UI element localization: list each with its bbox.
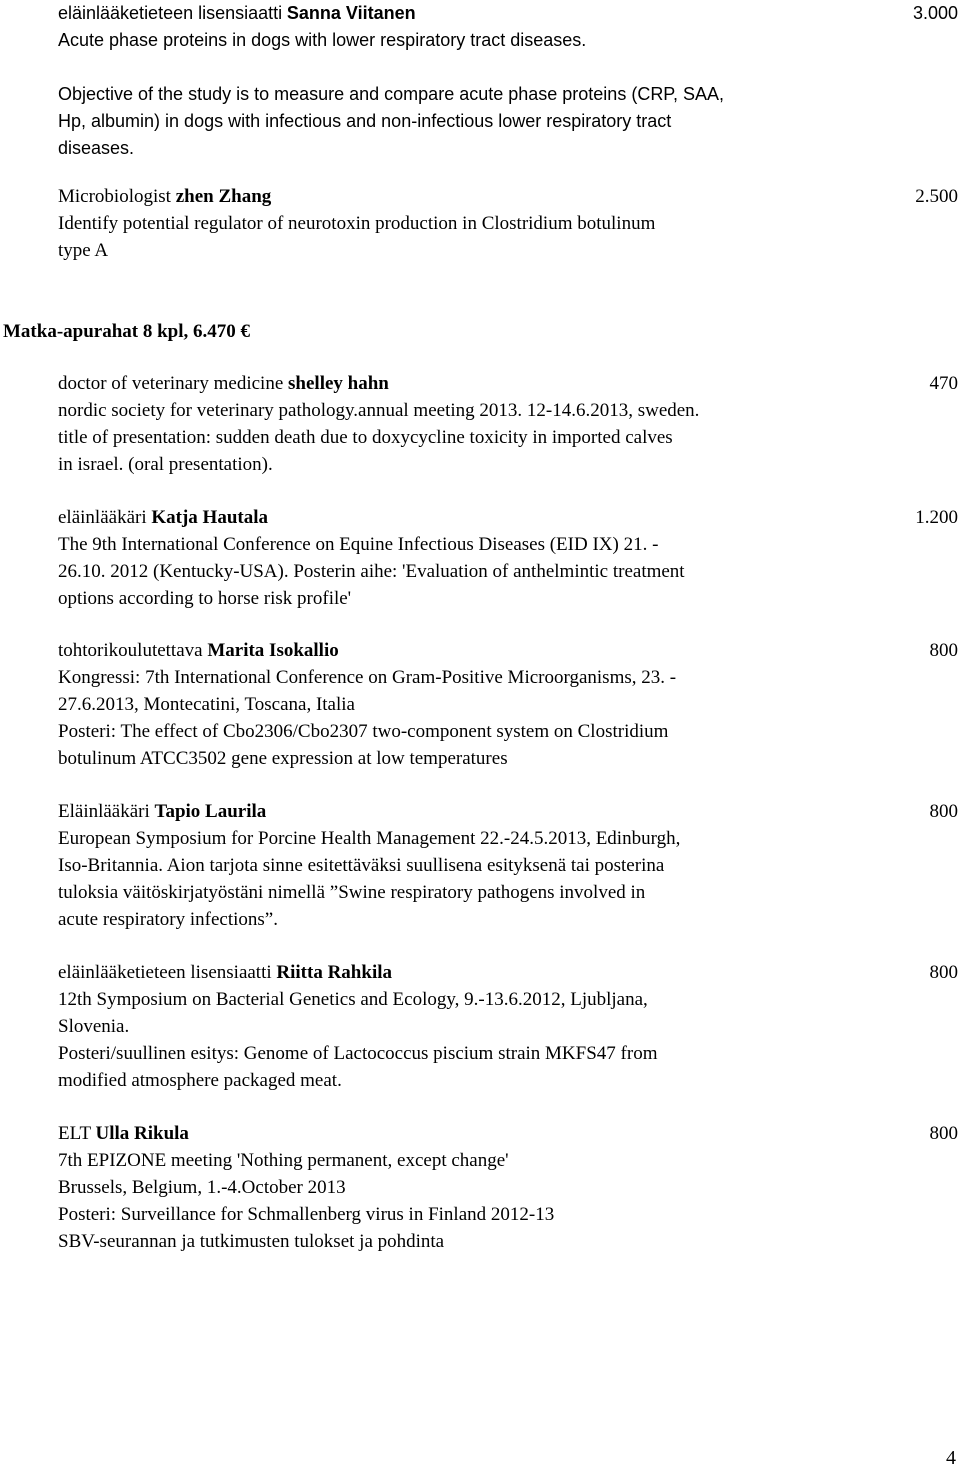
grant-entry [58, 798, 958, 933]
recipient [58, 504, 268, 531]
entry-description [58, 27, 803, 162]
description-line: SBV-seurannan ja tutkimusten tulokset ja pohdinta [58, 1231, 445, 1252]
grant-entry [58, 370, 958, 478]
grant-amount: 1.200 [915, 507, 958, 528]
recipient-title: doctor of veterinary medicine [58, 373, 284, 394]
recipient-title: tohtorikoulutettava [58, 640, 203, 661]
grant-entry [58, 183, 958, 264]
grant-entry [58, 0, 958, 162]
description-line: botulinum ATCC3502 gene expression at low temperatures [58, 748, 508, 769]
entry-header [58, 1120, 958, 1147]
recipient [58, 183, 271, 210]
entry-header [58, 0, 958, 27]
grant-amount: 3.000 [912, 3, 958, 23]
entry-header [58, 370, 958, 397]
entry-header [58, 959, 958, 986]
recipient-name: Tapio Laurila [154, 801, 267, 822]
entry-description [58, 664, 803, 772]
description-line: title of presentation: sudden death due to doxycycline toxicity in imported calves [58, 427, 673, 448]
description-line: in israel. (oral presentation). [58, 454, 273, 475]
recipient-name: Sanna Viitanen [286, 3, 416, 23]
entry-header [58, 637, 958, 664]
recipient-title: Eläinlääkäri [58, 801, 150, 822]
description-line: tuloksia väitöskirjatyöstäni nimellä ”Swine respiratory pathogens involved in [58, 882, 646, 903]
grant-amount: 800 [929, 1123, 958, 1144]
entry-description [58, 531, 803, 612]
description-line: 7th EPIZONE meeting 'Nothing permanent, except change' [58, 1150, 509, 1171]
description-line: diseases. [58, 138, 135, 158]
entry-description [58, 210, 803, 264]
grant-amount: 800 [929, 801, 958, 822]
recipient [58, 798, 266, 825]
description-line: The 9th International Conference on Equine Infectious Diseases (EID IX) 21. - [58, 534, 659, 555]
recipient [58, 0, 416, 27]
entry-description [58, 1147, 803, 1255]
description-line: 27.6.2013, Montecatini, Toscana, Italia [58, 694, 355, 715]
description-line: Objective of the study is to measure and compare acute phase proteins (CRP, SAA, [58, 84, 725, 104]
description-line: Acute phase proteins in dogs with lower respiratory tract diseases. [58, 30, 587, 50]
grant-entry [58, 1120, 958, 1255]
description-line: Identify potential regulator of neurotoxin production in Clostridium botulinum [58, 213, 656, 234]
recipient [58, 370, 389, 397]
description-line: Slovenia. [58, 1016, 130, 1037]
description-line: Kongressi: 7th International Conference on Gram-Positive Microorganisms, 23. - [58, 667, 677, 688]
recipient [58, 959, 392, 986]
recipient-title: eläinlääketieteen lisensiaatti [58, 962, 272, 983]
recipient-title: eläinlääketieteen lisensiaatti [58, 3, 283, 23]
section-heading: Matka-apurahat 8 kpl, 6.470 € [3, 321, 251, 342]
recipient-name: zhen Zhang [175, 186, 272, 207]
description-line: 26.10. 2012 (Kentucky-USA). Posterin aihe: 'Evaluation of anthelmintic treatment [58, 561, 685, 582]
recipient [58, 637, 339, 664]
entry-header [58, 798, 958, 825]
description-line: acute respiratory infections”. [58, 909, 278, 930]
recipient-name: Ulla Rikula [95, 1123, 189, 1144]
recipient-name: Marita Isokallio [207, 640, 339, 661]
grant-amount: 800 [929, 640, 958, 661]
recipient-title: ELT [58, 1123, 91, 1144]
grant-entry [58, 959, 958, 1094]
description-line: Hp, albumin) in dogs with infectious and non-infectious lower respiratory tract [58, 111, 672, 131]
grant-amount: 2.500 [915, 186, 958, 207]
description-line: Iso-Britannia. Aion tarjota sinne esitettäväksi suullisena esityksenä tai posterina [58, 855, 665, 876]
recipient [58, 1120, 189, 1147]
description-line: Posteri/suullinen esitys: Genome of Lactococcus piscium strain MKFS47 from [58, 1043, 658, 1064]
description-line: 12th Symposium on Bacterial Genetics and Ecology, 9.-13.6.2012, Ljubljana, [58, 989, 648, 1010]
description-line: type A [58, 240, 109, 261]
entry-description [58, 825, 803, 933]
description-line: nordic society for veterinary pathology.annual meeting 2013. 12-14.6.2013, sweden. [58, 400, 700, 421]
recipient-name: Riitta Rahkila [276, 962, 393, 983]
grant-amount: 800 [929, 962, 958, 983]
entry-description [58, 986, 803, 1094]
grant-amount: 470 [929, 373, 958, 394]
grant-entry [58, 504, 958, 612]
entry-header [58, 183, 958, 210]
description-line [58, 54, 803, 81]
recipient-name: shelley hahn [288, 373, 389, 394]
grant-entry [58, 637, 958, 772]
description-line: Brussels, Belgium, 1.-4.October 2013 [58, 1177, 346, 1198]
description-line: European Symposium for Porcine Health Management 22.-24.5.2013, Edinburgh, [58, 828, 681, 849]
description-line: Posteri: The effect of Cbo2306/Cbo2307 two-component system on Clostridium [58, 721, 669, 742]
page-number: 4 [946, 1447, 956, 1469]
entry-description [58, 397, 828, 478]
recipient-title: eläinlääkäri [58, 507, 147, 528]
description-line: Posteri: Surveillance for Schmallenberg virus in Finland 2012-13 [58, 1204, 555, 1225]
recipient-name: Katja Hautala [151, 507, 268, 528]
entry-header [58, 504, 958, 531]
description-line: options according to horse risk profile' [58, 588, 352, 609]
description-line: modified atmosphere packaged meat. [58, 1070, 342, 1091]
recipient-title: Microbiologist [58, 186, 171, 207]
